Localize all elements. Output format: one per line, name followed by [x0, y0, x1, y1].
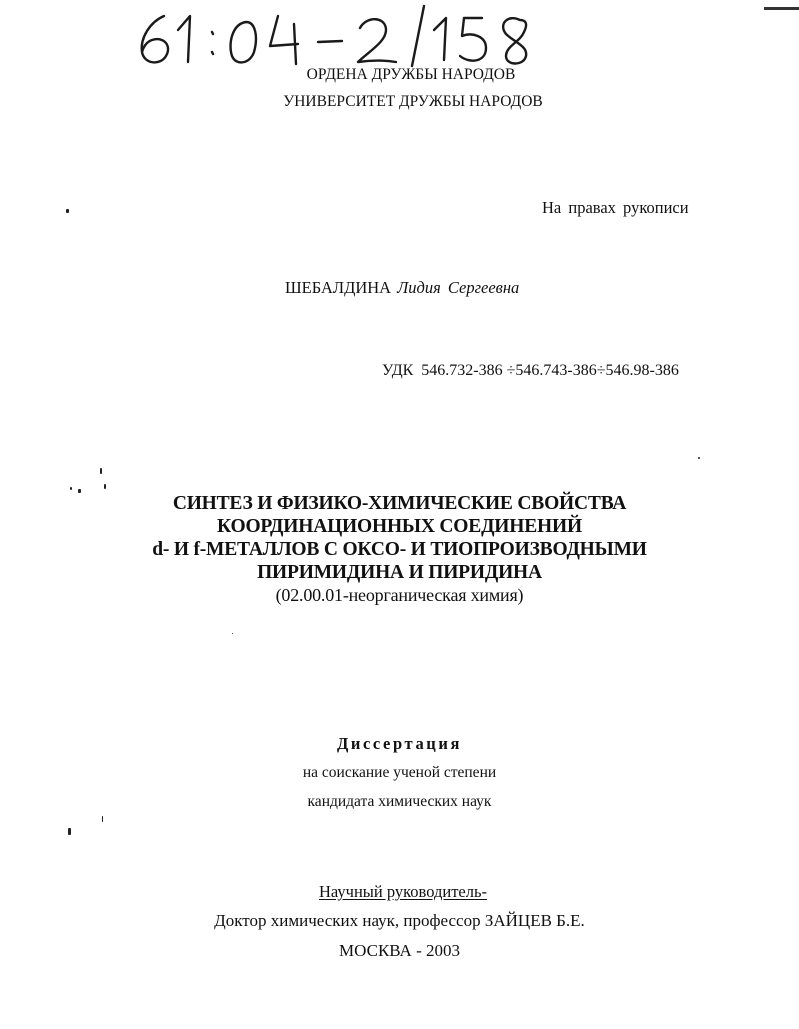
title-line-2: КООРДИНАЦИОННЫХ СОЕДИНЕНИЙ	[217, 516, 582, 537]
udk-line	[382, 362, 679, 380]
udk-label: УДК	[382, 362, 414, 379]
organization-line-1: ОРДЕНА ДРУЖБЫ НАРОДОВ	[306, 66, 516, 83]
title-line-1: СИНТЕЗ И ФИЗИКО-ХИМИЧЕСКИЕ СВОЙСТВА	[172, 493, 627, 514]
title-specialty: (02.00.01-неорганическая химия)	[275, 585, 524, 605]
scan-speck	[70, 487, 72, 490]
organization-line-2: УНИВЕРСИТЕТ ДРУЖБЫ НАРОДОВ	[283, 93, 543, 110]
scan-speck	[66, 209, 69, 213]
author-name	[285, 278, 519, 298]
udk-value: 546.732-386 ÷546.743-386÷546.98-386	[421, 362, 679, 379]
scan-speck	[698, 457, 700, 459]
scan-speck	[78, 489, 81, 493]
author-surname: ШЕБАЛДИНА	[285, 278, 392, 297]
handwritten-archive-number	[128, 2, 548, 70]
supervisor-label: Научный руководитель-	[319, 882, 487, 901]
degree-line-2: кандидата химических наук	[307, 793, 492, 810]
scan-speck	[104, 484, 106, 489]
rights-note: На правах рукописи	[542, 198, 689, 217]
title-line-3: d- И f-МЕТАЛЛОВ С ОКСО- И ТИОПРОИЗВОДНЫМИ	[152, 539, 647, 560]
dissertation-label: Диссертация	[336, 734, 463, 753]
scan-speck	[100, 468, 102, 474]
city-year: МОСКВА - 2003	[339, 941, 460, 960]
scan-speck	[68, 828, 71, 835]
title-line-4: ПИРИМИДИНА И ПИРИДИНА	[257, 562, 542, 583]
author-given-names: Лидия Сергеевна	[397, 278, 520, 297]
degree-line-1: на соискание ученой степени	[302, 764, 497, 781]
scan-speck	[102, 816, 103, 822]
scan-edge-mark	[764, 0, 799, 6]
supervisor-name: Доктор химических наук, профессор ЗАЙЦЕВ Б.Е.	[214, 911, 585, 930]
scan-speck	[232, 633, 233, 634]
